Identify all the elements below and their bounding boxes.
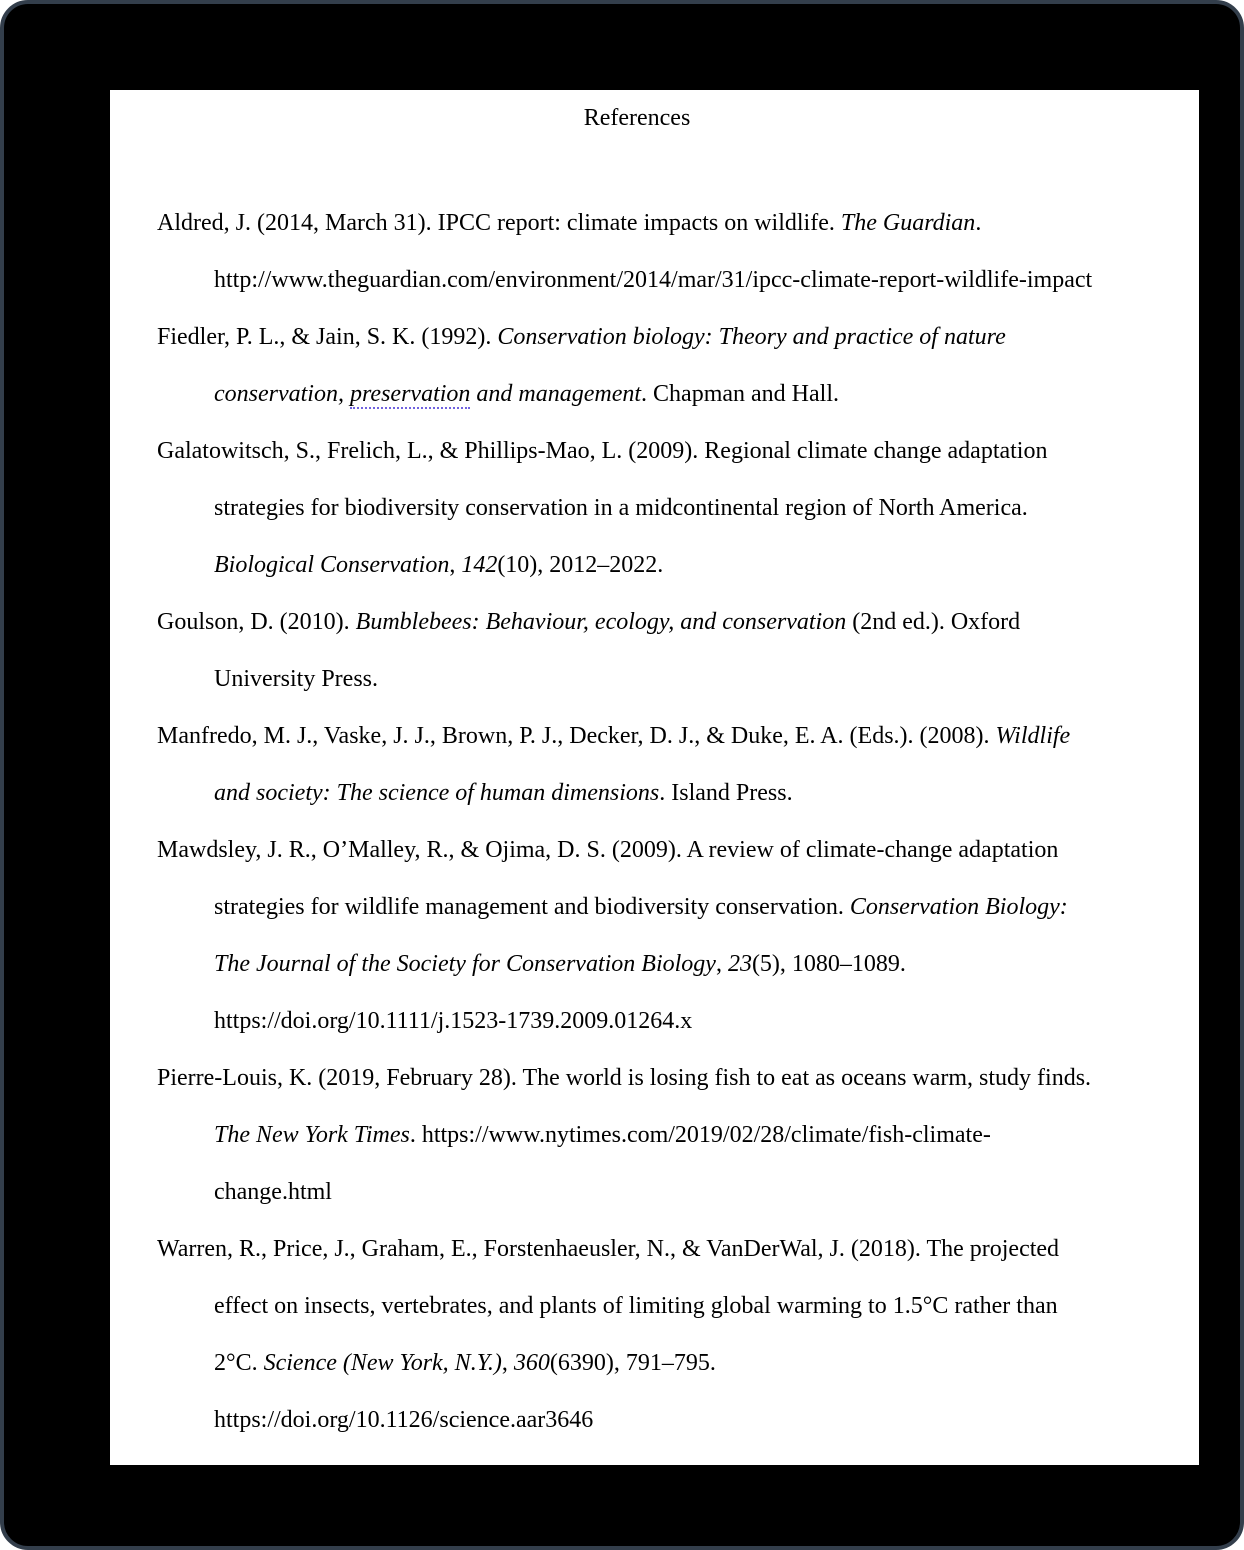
reference-text: (6390), 791–795.	[549, 1350, 716, 1376]
reference-line-continuation	[157, 879, 1117, 936]
reference-text-italic: Science (New York, N.Y.)	[263, 1350, 502, 1376]
reference-line-first	[157, 1221, 1117, 1278]
reference-text: Pierre-Louis, K. (2019, February 28). The world is losing fish to eat as oceans warm, study finds.	[157, 1065, 1092, 1091]
reference-text: ,	[501, 1350, 514, 1376]
reference-entry	[157, 309, 1117, 423]
reference-line-first	[157, 423, 1117, 480]
reference-text: ,	[449, 552, 462, 578]
spellcheck-underlined-word[interactable]: preservation	[349, 381, 471, 407]
reference-entry	[157, 423, 1117, 594]
reference-text: .	[975, 210, 982, 236]
reference-text: 2°C.	[214, 1350, 264, 1376]
document-content	[110, 90, 1199, 1449]
reference-text: (2nd ed.). Oxford	[846, 609, 1021, 635]
reference-text: change.html	[214, 1179, 332, 1205]
reference-entry	[157, 195, 1117, 309]
reference-text-italic: and society: The science of human dimensions	[214, 780, 660, 806]
document-page	[110, 90, 1199, 1465]
reference-text-italic: 23	[727, 951, 752, 977]
reference-entry	[157, 1221, 1117, 1449]
reference-line-continuation	[157, 1335, 1117, 1392]
reference-text-italic: 142	[461, 552, 498, 578]
reference-line-continuation	[157, 1164, 1117, 1221]
reference-text-italic: Conservation Biology:	[849, 894, 1068, 920]
reference-entry	[157, 594, 1117, 708]
reference-text: strategies for biodiversity conservation in a midcontinental region of North America.	[214, 495, 1028, 521]
reference-line-continuation	[157, 1278, 1117, 1335]
reference-text-italic: and management	[470, 381, 642, 407]
reference-line-continuation	[157, 252, 1117, 309]
reference-text: University Press.	[214, 666, 378, 692]
reference-text: . Chapman and Hall.	[641, 381, 839, 407]
reference-text: Warren, R., Price, J., Graham, E., Forstenhaeusler, N., & VanDerWal, J. (2018). The projected	[157, 1236, 1060, 1262]
reference-line-first	[157, 708, 1117, 765]
reference-line-first	[157, 822, 1117, 879]
reference-text: ,	[715, 951, 728, 977]
reference-text-italic: The New York Times	[214, 1122, 410, 1148]
reference-text: . https://www.nytimes.com/2019/02/28/climate/fish-climate-	[409, 1122, 991, 1148]
reference-text-italic: The Journal of the Society for Conservation Biology	[214, 951, 716, 977]
reference-entry	[157, 822, 1117, 1050]
reference-text: (10), 2012–2022.	[497, 552, 664, 578]
reference-line-continuation	[157, 993, 1117, 1050]
reference-text-italic: Bumblebees: Behaviour, ecology, and conservation	[355, 609, 847, 635]
reference-line-first	[157, 309, 1117, 366]
reference-line-first	[157, 195, 1117, 252]
reference-entry	[157, 708, 1117, 822]
reference-text: Goulson, D. (2010).	[157, 609, 356, 635]
reference-text-italic: Biological Conservation	[214, 552, 450, 578]
reference-text-italic: 360	[513, 1350, 550, 1376]
reference-text: Mawdsley, J. R., O’Malley, R., & Ojima, D. S. (2009). A review of climate-change adaptation	[157, 837, 1059, 863]
reference-text-italic: conservation,	[214, 381, 350, 407]
references-title: References	[583, 105, 691, 131]
reference-line-first	[157, 594, 1117, 651]
reference-line-continuation	[157, 480, 1117, 537]
reference-text: https://doi.org/10.1126/science.aar3646	[214, 1407, 594, 1433]
reference-line-continuation	[157, 366, 1117, 423]
reference-text: strategies for wildlife management and biodiversity conservation.	[214, 894, 850, 920]
reference-text-italic: The Guardian	[840, 210, 976, 236]
reference-text: . Island Press.	[659, 780, 793, 806]
reference-line-continuation	[157, 651, 1117, 708]
reference-line-continuation	[157, 936, 1117, 993]
reference-line-continuation	[157, 537, 1117, 594]
reference-line-continuation	[157, 1107, 1117, 1164]
reference-line-continuation	[157, 1392, 1117, 1449]
reference-text: Fiedler, P. L., & Jain, S. K. (1992).	[157, 324, 498, 350]
reference-text: https://doi.org/10.1111/j.1523-1739.2009.01264.x	[214, 1008, 693, 1034]
reference-entry	[157, 1050, 1117, 1221]
reference-line-continuation	[157, 765, 1117, 822]
reference-text: Aldred, J. (2014, March 31). IPCC report: climate impacts on wildlife.	[157, 210, 841, 236]
reference-text: (5), 1080–1089.	[751, 951, 906, 977]
reference-line-first	[157, 1050, 1117, 1107]
reference-text: effect on insects, vertebrates, and plants of limiting global warming to 1.5°C rather than	[214, 1293, 1058, 1319]
reference-text: Galatowitsch, S., Frelich, L., & Phillips-Mao, L. (2009). Regional climate change adaptation	[157, 438, 1048, 464]
reference-text-italic: Conservation biology: Theory and practice of nature	[497, 324, 1006, 350]
reference-list	[157, 195, 1117, 1449]
reference-text: http://www.theguardian.com/environment/2014/mar/31/ipcc-climate-report-wildlife-impact	[214, 267, 1093, 293]
reference-text: Manfredo, M. J., Vaske, J. J., Brown, P. J., Decker, D. J., & Duke, E. A. (Eds.). (2008).	[157, 723, 996, 749]
reference-text-italic: Wildlife	[995, 723, 1071, 749]
